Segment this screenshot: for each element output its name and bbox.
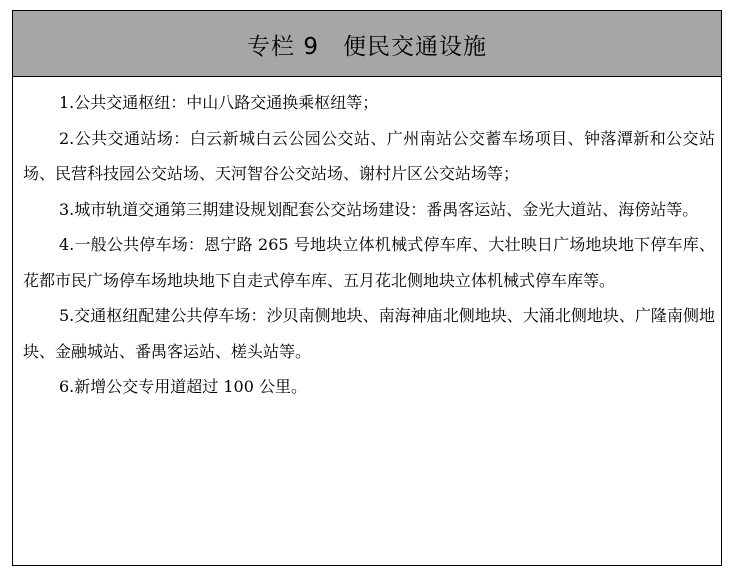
column-box <box>12 10 722 566</box>
column-header <box>13 11 721 77</box>
item-bus-lanes: 6.新增公交专用道超过 100 公里。 <box>59 377 307 396</box>
column-title: 专栏 9 便民交通设施 <box>247 34 487 60</box>
item-transit-hub: 1.公共交通枢纽：中山八路交通换乘枢纽等； <box>59 93 379 112</box>
item-hub-parking: 5.交通枢纽配建公共停车场：沙贝南侧地块、南海神庙北侧地块、大涌北侧地块、广隆南侧地块、金融城站、番禺客运站、槎头站等。 <box>23 306 715 361</box>
column-body <box>13 85 721 405</box>
item-rail-supporting-stations: 3.城市轨道交通第三期建设规划配套公交站场建设：番禺客运站、金光大道站、海傍站等。 <box>59 199 699 219</box>
item-transit-stations: 2.公共交通站场：白云新城白云公园公交站、广州南站公交蓄车场项目、钟落潭新和公交站场、民营科技园公交站场、天河智谷公交站场、谢村片区公交站场等； <box>23 128 715 183</box>
item-public-parking: 4.一般公共停车场：恩宁路 265 号地块立体机械式停车库、大壮映日广场地块地下停车库、花都市民广场停车场地块地下自走式停车库、五月花北侧地块立体机械式停车库等。 <box>23 235 715 290</box>
